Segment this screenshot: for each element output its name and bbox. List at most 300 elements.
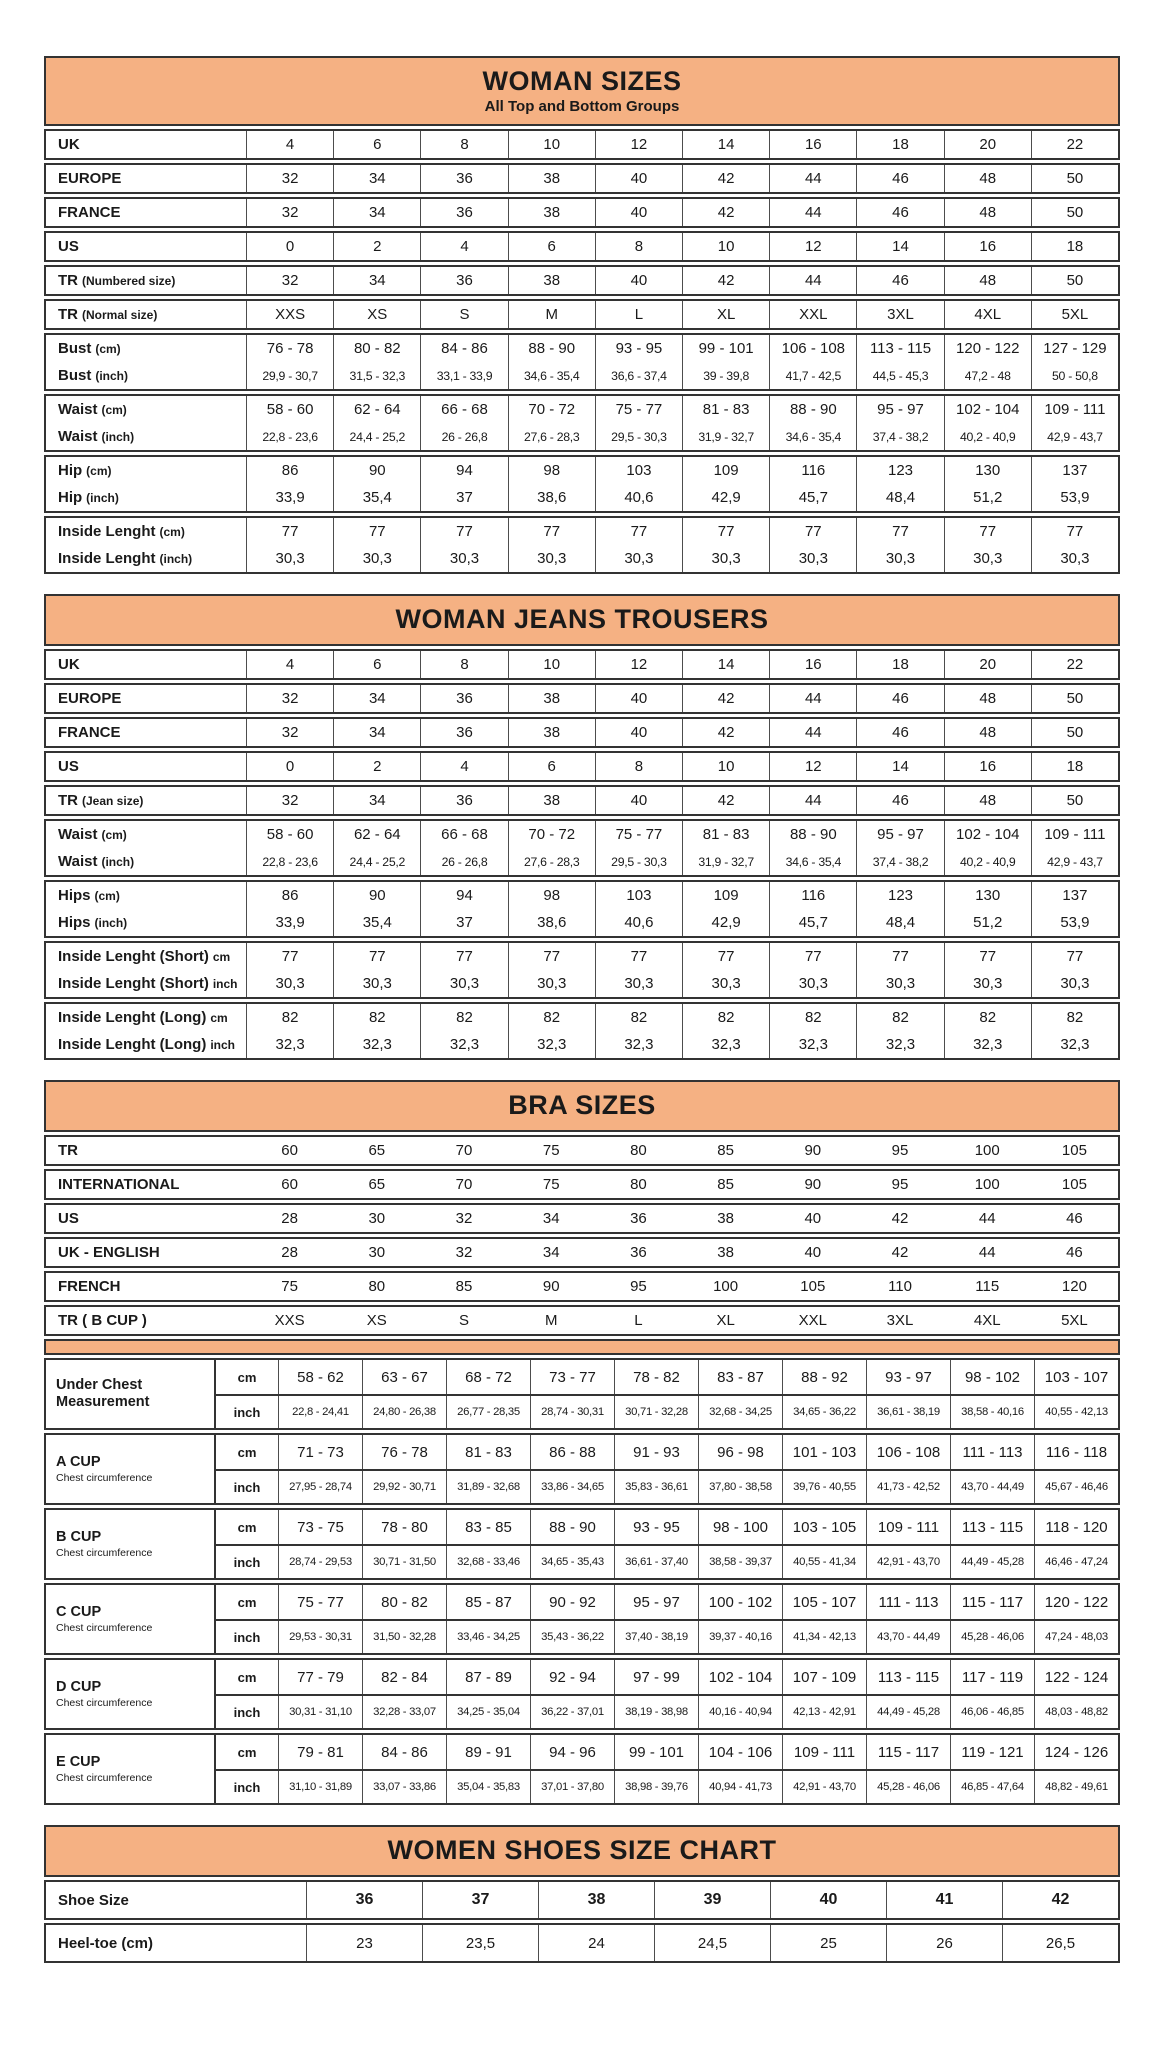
row-label bbox=[46, 233, 246, 260]
cell: 44 bbox=[978, 1210, 996, 1227]
row-label bbox=[46, 821, 246, 848]
cup-group bbox=[44, 1433, 1120, 1505]
cell: 5XL bbox=[1031, 301, 1118, 328]
cell: 30,3 bbox=[769, 545, 856, 572]
cell: 40,55 - 41,34 bbox=[782, 1546, 866, 1578]
row-label-note: (inch) bbox=[159, 551, 193, 566]
row-label bbox=[46, 423, 246, 450]
row-label-text: FRANCE bbox=[58, 204, 121, 221]
row-label-text: Inside Lenght bbox=[58, 550, 156, 567]
cell: 40 bbox=[595, 685, 682, 712]
cell: 10 bbox=[682, 753, 769, 780]
cell: 36 bbox=[420, 267, 507, 294]
cell: 44 bbox=[769, 787, 856, 814]
cell: 33,46 - 34,25 bbox=[446, 1621, 530, 1653]
cell: 44 bbox=[769, 199, 856, 226]
cell: 94 bbox=[420, 882, 507, 909]
cup-sublabel-text: Chest circumference bbox=[56, 1622, 153, 1635]
cell: 48 bbox=[944, 685, 1031, 712]
cell: 6 bbox=[508, 233, 595, 260]
table-row bbox=[46, 131, 1118, 158]
cell: 99 - 101 bbox=[682, 335, 769, 362]
cell: 28,74 - 29,53 bbox=[278, 1546, 362, 1578]
table-row bbox=[46, 545, 1118, 572]
row-label-note: (cm) bbox=[101, 827, 127, 842]
unit-cell: inch bbox=[233, 1704, 261, 1720]
cell: 70 bbox=[455, 1142, 473, 1159]
cell: 98 bbox=[508, 457, 595, 484]
cell: 31,5 - 32,3 bbox=[333, 362, 420, 389]
cell: M bbox=[508, 301, 595, 328]
cup-group bbox=[44, 1583, 1120, 1655]
row-label-text: Bust bbox=[58, 340, 92, 357]
table-title: WOMEN SHOES SIZE CHART bbox=[387, 1835, 777, 1865]
table-row-group bbox=[44, 163, 1120, 194]
cell: 53,9 bbox=[1031, 909, 1118, 936]
cell: 73 - 77 bbox=[530, 1360, 614, 1394]
cup-rows bbox=[216, 1510, 1118, 1578]
cell: 41 bbox=[886, 1882, 1002, 1918]
table-row bbox=[46, 882, 1118, 909]
row-label bbox=[46, 1925, 306, 1961]
bra-table-divider bbox=[44, 1339, 1120, 1355]
cell: 30,3 bbox=[682, 545, 769, 572]
cell: 113 - 115 bbox=[950, 1510, 1034, 1544]
cell: 18 bbox=[856, 651, 943, 678]
cell: 5XL bbox=[1061, 1312, 1088, 1329]
cell: 16 bbox=[769, 131, 856, 158]
row-label bbox=[46, 267, 246, 294]
row-label-text: Bust bbox=[58, 367, 92, 384]
row-label-text: Inside Lenght (Long) bbox=[58, 1009, 207, 1026]
cell: 47,2 - 48 bbox=[944, 362, 1031, 389]
cell: 26 bbox=[886, 1925, 1002, 1961]
cell: 120 - 122 bbox=[944, 335, 1031, 362]
table-row bbox=[46, 848, 1118, 875]
cell: 120 bbox=[1061, 1278, 1087, 1295]
cell: 77 bbox=[944, 518, 1031, 545]
cell: 46 bbox=[856, 267, 943, 294]
cell: 30,3 bbox=[333, 970, 420, 997]
cell: 24,4 - 25,2 bbox=[333, 423, 420, 450]
cell: 95 - 97 bbox=[856, 396, 943, 423]
cell: 35,4 bbox=[333, 909, 420, 936]
cell: 32,3 bbox=[1031, 1031, 1118, 1058]
cell: XXS bbox=[274, 1312, 305, 1329]
cell: 38 bbox=[508, 787, 595, 814]
cell: 115 - 117 bbox=[866, 1735, 950, 1769]
cell: 31,10 - 31,89 bbox=[278, 1771, 362, 1803]
cell: 24 bbox=[538, 1925, 654, 1961]
cell: S bbox=[459, 1312, 470, 1329]
cell: 38,6 bbox=[508, 909, 595, 936]
cell: 40 bbox=[595, 199, 682, 226]
cell: 33,1 - 33,9 bbox=[420, 362, 507, 389]
cell: 32,3 bbox=[246, 1031, 333, 1058]
table-row bbox=[46, 457, 1118, 484]
cell: 100 bbox=[974, 1176, 1000, 1193]
cell: 40 bbox=[595, 165, 682, 192]
row-label-text: Hips bbox=[58, 914, 91, 931]
cell: 42,9 bbox=[682, 909, 769, 936]
cell: 46,85 - 47,64 bbox=[950, 1771, 1034, 1803]
cell: 63 - 67 bbox=[362, 1360, 446, 1394]
cell: XS bbox=[366, 1312, 387, 1329]
cell: 77 bbox=[246, 943, 333, 970]
row-label-text: Waist bbox=[58, 401, 98, 418]
row-label bbox=[46, 484, 246, 511]
unit-cell: inch bbox=[233, 1629, 261, 1645]
cell: 46 bbox=[856, 165, 943, 192]
cell: 27,95 - 28,74 bbox=[278, 1471, 362, 1503]
cell: 40,2 - 40,9 bbox=[944, 848, 1031, 875]
cell: 8 bbox=[420, 651, 507, 678]
cell: 26 - 26,8 bbox=[420, 423, 507, 450]
table-row bbox=[46, 1882, 1118, 1918]
table-body bbox=[44, 649, 1120, 1060]
cell: 116 - 118 bbox=[1034, 1435, 1118, 1469]
row-label bbox=[46, 685, 246, 712]
cell: 42,9 bbox=[682, 484, 769, 511]
table-row bbox=[46, 943, 1118, 970]
row-label-text: Hips bbox=[58, 887, 91, 904]
cell: 75 - 77 bbox=[278, 1585, 362, 1619]
cell: 30,3 bbox=[595, 545, 682, 572]
cell: 46 bbox=[856, 787, 943, 814]
table-row-group bbox=[44, 751, 1120, 782]
cup-row-label bbox=[46, 1660, 216, 1728]
table-row bbox=[216, 1435, 1118, 1469]
cell: 30,3 bbox=[944, 970, 1031, 997]
cell: XXL bbox=[798, 1312, 827, 1329]
cell: 32 bbox=[246, 685, 333, 712]
cell: 10 bbox=[508, 651, 595, 678]
cell: 66 - 68 bbox=[420, 821, 507, 848]
bra-cup-body bbox=[44, 1358, 1120, 1805]
row-label bbox=[46, 545, 246, 572]
row-label-text: UK bbox=[58, 136, 80, 153]
cell: 34 bbox=[333, 267, 420, 294]
table-row bbox=[46, 1307, 1118, 1334]
cell: 35,4 bbox=[333, 484, 420, 511]
table-body bbox=[44, 1880, 1120, 1963]
table-row-group bbox=[44, 1169, 1120, 1200]
row-label-note: (inch) bbox=[101, 429, 135, 444]
row-label bbox=[46, 719, 246, 746]
cell: 48 bbox=[944, 267, 1031, 294]
row-label bbox=[46, 301, 246, 328]
cell: 46 bbox=[856, 199, 943, 226]
unit-cell: cm bbox=[237, 1669, 257, 1685]
cell: 88 - 90 bbox=[769, 396, 856, 423]
cell: 37 bbox=[420, 909, 507, 936]
cell: 105 bbox=[1061, 1176, 1087, 1193]
table-row bbox=[216, 1660, 1118, 1694]
row-label bbox=[46, 909, 246, 936]
cell: 82 bbox=[944, 1004, 1031, 1031]
cell: 43,70 - 44,49 bbox=[866, 1621, 950, 1653]
table-row-group bbox=[44, 299, 1120, 330]
cell: 119 - 121 bbox=[950, 1735, 1034, 1769]
cell: 36 bbox=[420, 685, 507, 712]
cell: 78 - 82 bbox=[614, 1360, 698, 1394]
table-row bbox=[46, 1137, 1118, 1164]
table-row bbox=[216, 1769, 1118, 1803]
cell: 105 bbox=[800, 1278, 826, 1295]
row-label bbox=[46, 199, 246, 226]
cell: 88 - 90 bbox=[530, 1510, 614, 1544]
cup-group bbox=[44, 1358, 1120, 1430]
cell: 22,8 - 23,6 bbox=[246, 423, 333, 450]
cell: 107 - 109 bbox=[782, 1660, 866, 1694]
cell: 8 bbox=[595, 753, 682, 780]
cell: 38 bbox=[538, 1882, 654, 1918]
cell: 75 - 77 bbox=[595, 396, 682, 423]
row-label-text: Inside Lenght bbox=[58, 523, 156, 540]
cell: 73 - 75 bbox=[278, 1510, 362, 1544]
cup-sublabel-text: Chest circumference bbox=[56, 1697, 153, 1710]
row-label bbox=[46, 362, 246, 389]
cell: 85 bbox=[455, 1278, 473, 1295]
cup-label-text: D CUP bbox=[56, 1678, 102, 1695]
cell: 80 bbox=[630, 1142, 647, 1159]
cell: 36 bbox=[630, 1210, 647, 1227]
cell: L bbox=[634, 1312, 643, 1329]
cell: 14 bbox=[856, 233, 943, 260]
cell: 36,6 - 37,4 bbox=[595, 362, 682, 389]
cell: 30,3 bbox=[856, 970, 943, 997]
cell: 39 bbox=[654, 1882, 770, 1918]
cell: 95 - 97 bbox=[614, 1585, 698, 1619]
cell: 32,3 bbox=[508, 1031, 595, 1058]
cell: 29,9 - 30,7 bbox=[246, 362, 333, 389]
cell: 40,55 - 42,13 bbox=[1034, 1396, 1118, 1428]
table-row-group bbox=[44, 941, 1120, 999]
table-row-group bbox=[44, 717, 1120, 748]
table-row-group bbox=[44, 1237, 1120, 1268]
cell: 48,82 - 49,61 bbox=[1034, 1771, 1118, 1803]
cell: 28 bbox=[281, 1210, 298, 1227]
cell: 38,58 - 40,16 bbox=[950, 1396, 1034, 1428]
row-label-text: UK bbox=[58, 656, 80, 673]
row-label-text: Heel-toe (cm) bbox=[58, 1934, 154, 1952]
cup-rows bbox=[216, 1735, 1118, 1803]
cell: 58 - 60 bbox=[246, 821, 333, 848]
cell: 39 - 39,8 bbox=[682, 362, 769, 389]
cell: 80 - 82 bbox=[362, 1585, 446, 1619]
cell: 127 - 129 bbox=[1031, 335, 1118, 362]
cell: 36,22 - 37,01 bbox=[530, 1696, 614, 1728]
cell: 22,8 - 24,41 bbox=[278, 1396, 362, 1428]
cell: 109 - 111 bbox=[1031, 821, 1118, 848]
cell: 86 bbox=[246, 457, 333, 484]
cell: 90 bbox=[333, 882, 420, 909]
cell: 84 - 86 bbox=[362, 1735, 446, 1769]
row-label bbox=[46, 1004, 246, 1031]
cell: 6 bbox=[333, 131, 420, 158]
cell: 80 bbox=[630, 1176, 647, 1193]
cell: 98 - 100 bbox=[698, 1510, 782, 1544]
table-row bbox=[46, 1205, 1118, 1232]
cell: 91 - 93 bbox=[614, 1435, 698, 1469]
cell: 0 bbox=[246, 753, 333, 780]
table-row bbox=[46, 1273, 1118, 1300]
cell: 42,91 - 43,70 bbox=[782, 1771, 866, 1803]
table-row-group bbox=[44, 129, 1120, 160]
cell: 78 - 80 bbox=[362, 1510, 446, 1544]
table-row bbox=[216, 1694, 1118, 1728]
cell: 42 bbox=[682, 787, 769, 814]
cell: 23,5 bbox=[422, 1925, 538, 1961]
cell: 62 - 64 bbox=[333, 821, 420, 848]
row-label bbox=[46, 1273, 246, 1300]
row-label-note: (cm) bbox=[159, 524, 185, 539]
cell: 10 bbox=[508, 131, 595, 158]
cell: 37,80 - 38,58 bbox=[698, 1471, 782, 1503]
cell: 8 bbox=[420, 131, 507, 158]
cell: 45,28 - 46,06 bbox=[950, 1621, 1034, 1653]
cell: 20 bbox=[944, 651, 1031, 678]
cell: 77 bbox=[769, 518, 856, 545]
cell: 32,68 - 34,25 bbox=[698, 1396, 782, 1428]
row-label-note: inch bbox=[210, 1037, 235, 1052]
cell: 117 - 119 bbox=[950, 1660, 1034, 1694]
cell: 111 - 113 bbox=[950, 1435, 1034, 1469]
cell: 36 bbox=[420, 199, 507, 226]
row-label-text: TR bbox=[58, 1142, 78, 1159]
unit-cell: cm bbox=[237, 1744, 257, 1760]
table-row-group bbox=[44, 231, 1120, 262]
cell: 90 bbox=[804, 1176, 822, 1193]
cell: 31,50 - 32,28 bbox=[362, 1621, 446, 1653]
cell: 98 - 102 bbox=[950, 1360, 1034, 1394]
cell: 34,25 - 35,04 bbox=[446, 1696, 530, 1728]
cell: 32,3 bbox=[769, 1031, 856, 1058]
cell: 39,37 - 40,16 bbox=[698, 1621, 782, 1653]
cell: 111 - 113 bbox=[866, 1585, 950, 1619]
cell: 30,3 bbox=[856, 545, 943, 572]
cell: 23 bbox=[306, 1925, 422, 1961]
cell: 32,3 bbox=[944, 1031, 1031, 1058]
cell: 51,2 bbox=[944, 484, 1031, 511]
cell: 45,7 bbox=[769, 909, 856, 936]
cell: 26,77 - 28,35 bbox=[446, 1396, 530, 1428]
table-row bbox=[216, 1510, 1118, 1544]
cell: XL bbox=[682, 301, 769, 328]
cell: 37,4 - 38,2 bbox=[856, 848, 943, 875]
cell: 65 bbox=[368, 1176, 386, 1193]
cell: 29,92 - 30,71 bbox=[362, 1471, 446, 1503]
cup-label-text: Under Chest Measurement bbox=[56, 1377, 150, 1410]
cell: 82 bbox=[769, 1004, 856, 1031]
cell: 50 bbox=[1031, 165, 1118, 192]
cell: 34 bbox=[542, 1210, 560, 1227]
row-label-text: EUROPE bbox=[58, 170, 122, 187]
cell: 30,3 bbox=[246, 545, 333, 572]
bra-conversion-body bbox=[44, 1135, 1120, 1336]
cell: 65 bbox=[368, 1142, 386, 1159]
cell: 24,80 - 26,38 bbox=[362, 1396, 446, 1428]
cell: 45,7 bbox=[769, 484, 856, 511]
cell: 130 bbox=[944, 882, 1031, 909]
cup-sublabel-text: Chest circumference bbox=[56, 1547, 153, 1560]
table-row-group bbox=[44, 394, 1120, 452]
cell: 88 - 90 bbox=[508, 335, 595, 362]
table-title: WOMAN SIZES bbox=[482, 66, 682, 96]
cell: 122 - 124 bbox=[1034, 1660, 1118, 1694]
cell: 36,61 - 37,40 bbox=[614, 1546, 698, 1578]
cup-row-label bbox=[46, 1585, 216, 1653]
cell: 44 bbox=[769, 685, 856, 712]
cell: 124 - 126 bbox=[1034, 1735, 1118, 1769]
cell: 34,6 - 35,4 bbox=[769, 423, 856, 450]
cell: 35,04 - 35,83 bbox=[446, 1771, 530, 1803]
cell: 93 - 97 bbox=[866, 1360, 950, 1394]
row-label-text: FRENCH bbox=[58, 1278, 121, 1295]
cell: 46 bbox=[856, 685, 943, 712]
cell: 14 bbox=[856, 753, 943, 780]
cell: 33,07 - 33,86 bbox=[362, 1771, 446, 1803]
cell: 4 bbox=[246, 131, 333, 158]
cell: 77 bbox=[682, 518, 769, 545]
cell: 10 bbox=[682, 233, 769, 260]
row-label bbox=[46, 457, 246, 484]
cell: 77 bbox=[246, 518, 333, 545]
table-row bbox=[46, 267, 1118, 294]
cell: 70 bbox=[455, 1176, 473, 1193]
cell: 80 - 82 bbox=[333, 335, 420, 362]
table-row-group bbox=[44, 1203, 1120, 1234]
table-row bbox=[46, 484, 1118, 511]
cell: 16 bbox=[769, 651, 856, 678]
row-label-text: FRANCE bbox=[58, 724, 121, 741]
cell: 38 bbox=[508, 685, 595, 712]
cell: 33,9 bbox=[246, 909, 333, 936]
unit-cell: inch bbox=[233, 1479, 261, 1495]
cell: 81 - 83 bbox=[682, 821, 769, 848]
cell: 34 bbox=[333, 719, 420, 746]
cell: 42,13 - 42,91 bbox=[782, 1696, 866, 1728]
cell: 50 - 50,8 bbox=[1031, 362, 1118, 389]
cell: 40 bbox=[595, 267, 682, 294]
cell: 82 bbox=[246, 1004, 333, 1031]
table-row bbox=[46, 1239, 1118, 1266]
row-label bbox=[46, 1171, 246, 1198]
cell: 35,43 - 36,22 bbox=[530, 1621, 614, 1653]
cell: 34 bbox=[333, 787, 420, 814]
cell: 99 - 101 bbox=[614, 1735, 698, 1769]
cell: 32,3 bbox=[682, 1031, 769, 1058]
cell: 77 bbox=[856, 518, 943, 545]
cell: 50 bbox=[1031, 719, 1118, 746]
table-row bbox=[46, 335, 1118, 362]
cell: M bbox=[544, 1312, 558, 1329]
cup-rows bbox=[216, 1660, 1118, 1728]
row-label bbox=[46, 518, 246, 545]
cell: 30,71 - 31,50 bbox=[362, 1546, 446, 1578]
table-row bbox=[46, 1925, 1118, 1961]
unit-cell: inch bbox=[233, 1554, 261, 1570]
table-row bbox=[216, 1544, 1118, 1578]
cell: 46 bbox=[1066, 1210, 1083, 1227]
row-label bbox=[46, 165, 246, 192]
cell: 103 bbox=[595, 457, 682, 484]
cell: 41,7 - 42,5 bbox=[769, 362, 856, 389]
cell: 40 bbox=[804, 1210, 822, 1227]
cell: 30,3 bbox=[246, 970, 333, 997]
table-row-group bbox=[44, 1880, 1120, 1920]
table-row-group bbox=[44, 683, 1120, 714]
